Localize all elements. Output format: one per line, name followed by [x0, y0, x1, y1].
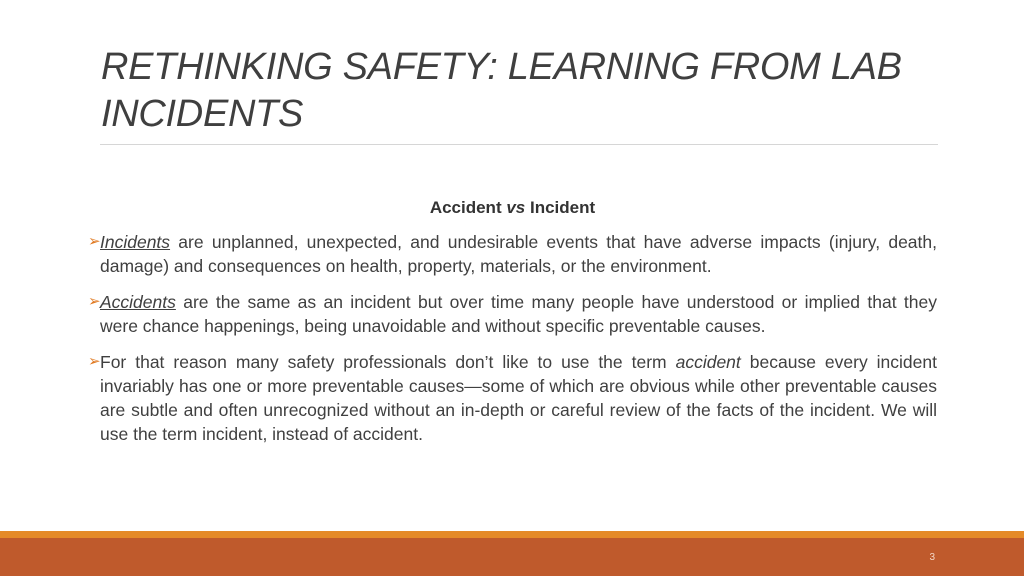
page-number: 3: [929, 552, 935, 563]
arrow-bullet-icon: ➢: [88, 293, 101, 310]
term-accident-emphasis: accident: [675, 352, 741, 372]
bullet-incidents: [88, 230, 937, 278]
bullet-text-before: For that reason many safety professionals don’t like to use the term: [100, 352, 676, 372]
section-subheading: [88, 196, 937, 220]
title-divider: [100, 144, 938, 145]
term-accidents: Accidents: [100, 292, 176, 312]
arrow-bullet-icon: ➢: [88, 353, 101, 370]
arrow-bullet-icon: ➢: [88, 233, 101, 250]
subheading-part-2: Incident: [525, 198, 596, 217]
bullet-text: are unplanned, unexpected, and undesirable events that have adverse impacts (injury, death, damage) and consequences on health, property, materials, or the environment.: [100, 232, 937, 276]
bullet-text: are the same as an incident but over time many people have understood or implied that they were chance happenings, being unavoidable and without specific preventable causes.: [100, 292, 937, 336]
footer-accent-stripe: [0, 531, 1024, 538]
subheading-vs: vs: [506, 198, 526, 217]
subheading-part-1: Accident: [429, 198, 507, 217]
term-incidents: Incidents: [100, 232, 171, 252]
slide-title: RETHINKING SAFETY: LEARNING FROM LAB INCIDENTS: [101, 46, 902, 135]
slide-content: [88, 196, 937, 458]
bullet-terminology: [88, 350, 937, 446]
bullet-accidents: [88, 290, 937, 338]
footer-bar: [0, 538, 1024, 576]
bullet-text-after: because every incident invariably has one or more preventable causes—some of which are obvious while other preventable causes are subtle and often unrecognized without an in-depth or careful review of the facts of the incident. We will use the term incident, instead of accident.: [100, 352, 937, 444]
